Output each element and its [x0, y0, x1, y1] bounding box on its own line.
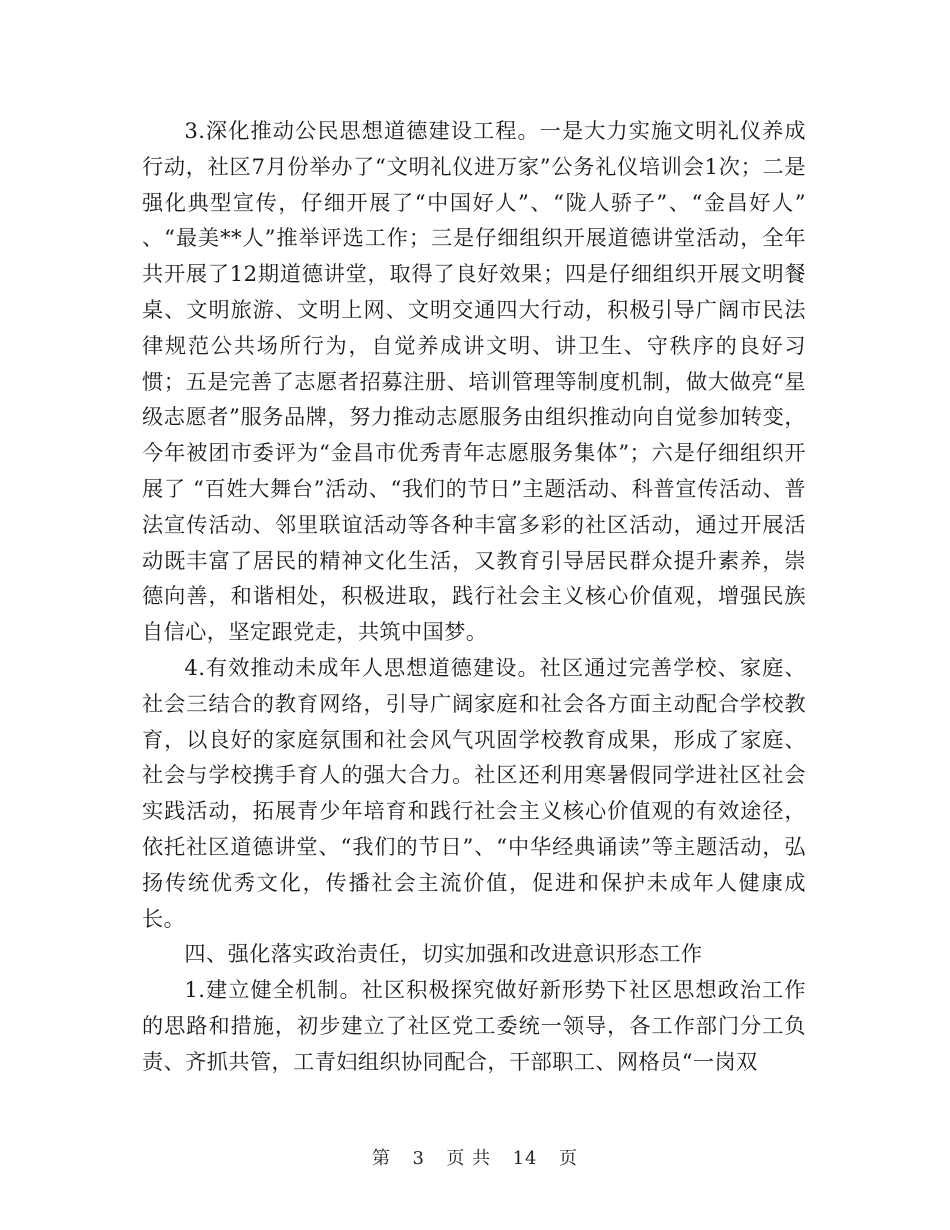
footer-suffix: 页	[558, 1148, 578, 1169]
footer-total-pages: 14	[512, 1148, 538, 1169]
page-footer	[0, 1147, 950, 1171]
footer-prefix: 第	[372, 1148, 392, 1169]
section-heading: 四、强化落实政治责任，切实加强和改进意识形态工作	[184, 941, 703, 967]
page-body	[142, 113, 806, 1080]
footer-current-page: 3	[412, 1148, 425, 1169]
paragraph-mechanism: 1.建立健全机制。社区积极探究做好新形势下社区思想政治工作的思路和措施，初步建立了社区党工委统一领导，各工作部门分工负责、齐抓共管，工青妇组织协同配合，干部职工、网格员“一岗双	[142, 977, 806, 1074]
footer-middle: 页 共	[446, 1148, 492, 1169]
paragraph-citizen-morality: 3.深化推动公民思想道德建设工程。一是大力实施文明礼仪养成行动，社区7月份举办了“文明礼仪进万家”公务礼仪培训会1次；二是强化典型宣传，仔细开展了“中国好人”、“陇人骄子”、“金昌好人” 、“最美**人”推举评选工作；三是仔细组织开展道德讲堂活动，全年共开展了12期道德讲堂，取得了良好效果；四是仔细组织开展文明餐桌、文明旅游、文明上网、文明交通四大行动，积极引导广阔市民法律规范公共场所行为，自觉养成讲文明、讲卫生、守秩序的良好习惯；五是完善了志愿者招募注册、培训管理等制度机制，做大做亮“星级志愿者”服务品牌，努力推动志愿服务由组织推动向自觉参加转变，今年被团市委评为“金昌市优秀青年志愿服务集体”；六是仔细组织开展了 “百姓大舞台”活动、“我们的节日”主题活动、科普宣传活动、普法宣传活动、邻里联谊活动等各种丰富多彩的社区活动，通过开展活动既丰富了居民的精神文化生活，又教育引导居民群众提升素养，崇德向善，和谐相处，积极进取，践行社会主义核心价值观，增强民族自信心，坚定跟党走，共筑中国梦。	[142, 118, 806, 645]
paragraph-minors-morality: 4.有效推动未成年人思想道德建设。社区通过完善学校、家庭、社会三结合的教育网络，引导广阔家庭和社会各方面主动配合学校教育，以良好的家庭氛围和社会风气巩固学校教育成果，形成了家庭、社会与学校携手育人的强大合力。社区还利用寒暑假同学进社区社会实践活动，拓展青少年培育和践行社会主义核心价值观的有效途径，依托社区道德讲堂、“我们的节日”、“中华经典诵读”等主题活动，弘扬传统优秀文化，传播社会主流价值，促进和保护未成年人健康成长。	[142, 654, 806, 931]
